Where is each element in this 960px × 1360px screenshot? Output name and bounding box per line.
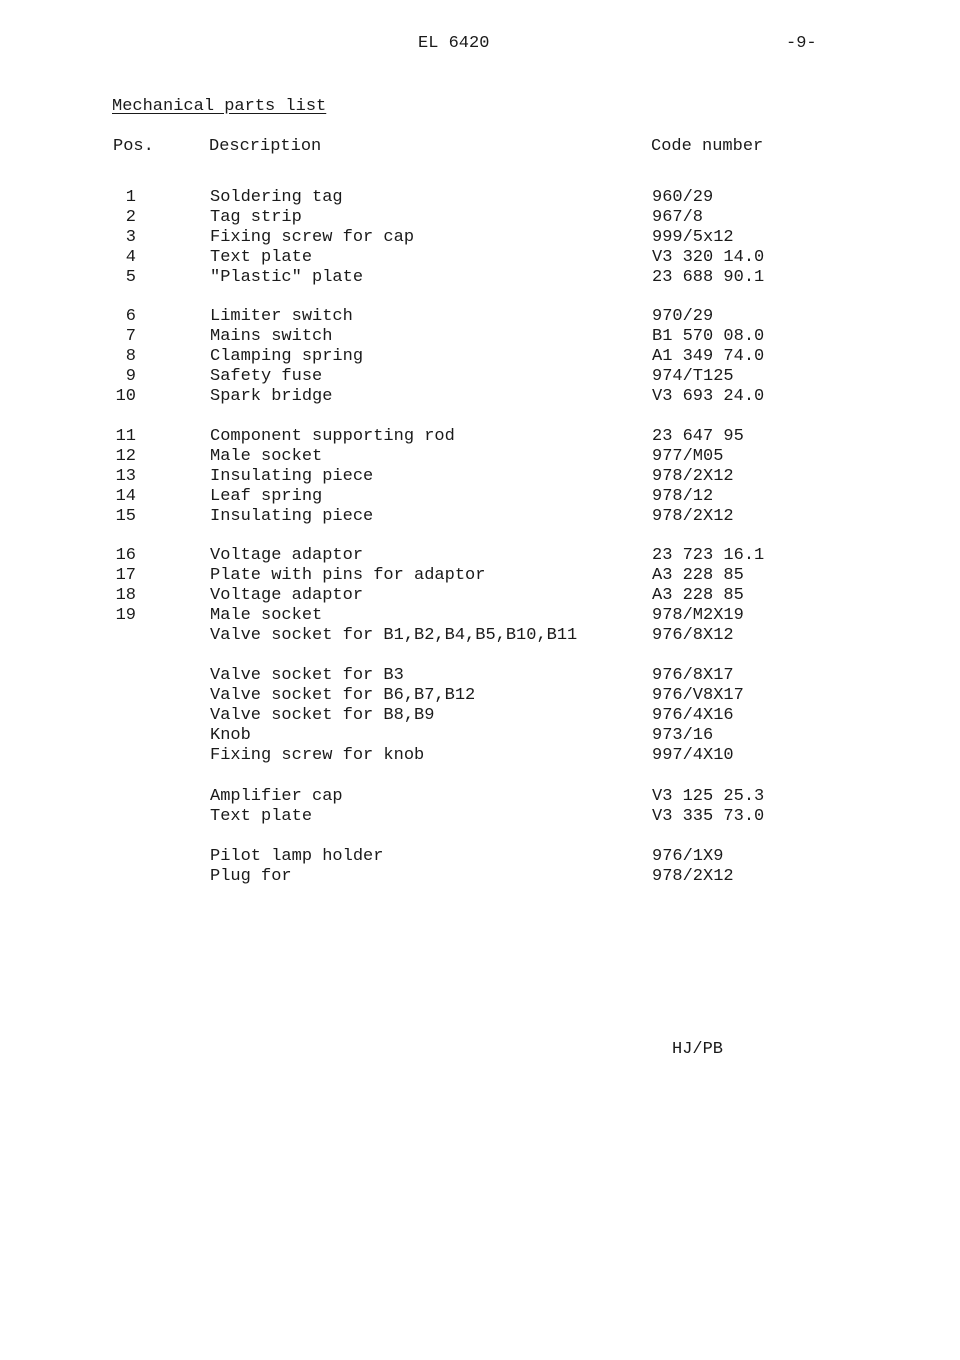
part-code: V3 320 14.0 [652, 248, 765, 267]
table-row [0, 248, 960, 268]
table-row [0, 787, 960, 807]
part-code: V3 335 73.0 [652, 807, 765, 826]
table-row [0, 507, 960, 527]
part-pos: 2 [125, 208, 136, 227]
part-description: Valve socket for B1,B2,B4,B5,B10,B11 [210, 626, 578, 645]
part-description: Male socket [210, 447, 323, 466]
part-code: V3 125 25.3 [652, 787, 765, 806]
table-row [0, 387, 960, 407]
table-row [0, 367, 960, 387]
table-row [0, 447, 960, 467]
part-code: 978/2X12 [652, 867, 734, 886]
part-pos: 14 [115, 487, 136, 506]
part-description: Fixing screw for cap [210, 228, 415, 247]
part-description: "Plastic" plate [210, 268, 364, 287]
column-header-pos: Pos. [113, 137, 154, 156]
part-code: B1 570 08.0 [652, 327, 765, 346]
table-row [0, 427, 960, 447]
part-description: Male socket [210, 606, 323, 625]
part-description: Component supporting rod [210, 427, 455, 446]
part-pos: 19 [115, 606, 136, 625]
part-pos: 3 [125, 228, 136, 247]
table-row [0, 307, 960, 327]
part-description: Voltage adaptor [210, 546, 364, 565]
part-description: Tag strip [210, 208, 302, 227]
table-row [0, 347, 960, 367]
part-description: Valve socket for B3 [210, 666, 404, 685]
table-row [0, 626, 960, 646]
table-row [0, 268, 960, 288]
table-row [0, 847, 960, 867]
table-row [0, 666, 960, 686]
table-row [0, 566, 960, 586]
part-description: Limiter switch [210, 307, 353, 326]
part-description: Soldering tag [210, 188, 343, 207]
table-row [0, 686, 960, 706]
part-code: 23 647 95 [652, 427, 744, 446]
part-code: A1 349 74.0 [652, 347, 765, 366]
part-code: 978/M2X19 [652, 606, 744, 625]
part-code: A3 228 85 [652, 586, 744, 605]
column-header-code: Code number [651, 137, 764, 156]
part-pos: 8 [125, 347, 136, 366]
part-description: Text plate [210, 807, 313, 826]
table-row [0, 706, 960, 726]
part-description: Voltage adaptor [210, 586, 364, 605]
part-description: Knob [210, 726, 251, 745]
table-row [0, 546, 960, 566]
part-pos: 13 [115, 467, 136, 486]
part-code: 978/2X12 [652, 467, 734, 486]
part-code: 970/29 [652, 307, 714, 326]
part-pos: 16 [115, 546, 136, 565]
part-code: 976/8X12 [652, 626, 734, 645]
part-pos: 17 [115, 566, 136, 585]
part-pos: 15 [115, 507, 136, 526]
table-row [0, 746, 960, 766]
part-description: Clamping spring [210, 347, 364, 366]
part-description: Insulating piece [210, 467, 374, 486]
part-code: 978/12 [652, 487, 714, 506]
table-row [0, 467, 960, 487]
part-description: Leaf spring [210, 487, 323, 506]
part-pos: 1 [125, 188, 136, 207]
table-row [0, 867, 960, 887]
part-code: 974/T125 [652, 367, 734, 386]
part-description: Text plate [210, 248, 313, 267]
part-description: Valve socket for B6,B7,B12 [210, 686, 476, 705]
part-pos: 10 [115, 387, 136, 406]
part-description: Plate with pins for adaptor [210, 566, 486, 585]
part-code: 23 688 90.1 [652, 268, 765, 287]
part-pos: 9 [125, 367, 136, 386]
part-code: 999/5x12 [652, 228, 734, 247]
table-row [0, 726, 960, 746]
part-pos: 5 [125, 268, 136, 287]
part-description: Pilot lamp holder [210, 847, 384, 866]
signoff-initials: HJ/PB [672, 1040, 724, 1059]
part-code: 23 723 16.1 [652, 546, 765, 565]
part-description: Amplifier cap [210, 787, 343, 806]
document-id: EL 6420 [418, 34, 490, 53]
part-pos: 4 [125, 248, 136, 267]
table-row [0, 606, 960, 626]
part-pos: 12 [115, 447, 136, 466]
part-pos: 7 [125, 327, 136, 346]
part-code: 967/8 [652, 208, 704, 227]
part-code: V3 693 24.0 [652, 387, 765, 406]
part-code: A3 228 85 [652, 566, 744, 585]
section-title: Mechanical parts list [112, 97, 327, 116]
part-description: Spark bridge [210, 387, 333, 406]
part-code: 997/4X10 [652, 746, 734, 765]
part-description: Insulating piece [210, 507, 374, 526]
table-row [0, 807, 960, 827]
table-row [0, 586, 960, 606]
part-code: 973/16 [652, 726, 714, 745]
part-pos: 18 [115, 586, 136, 605]
part-code: 976/8X17 [652, 666, 734, 685]
table-row [0, 487, 960, 507]
part-description: Valve socket for B8,B9 [210, 706, 435, 725]
part-description: Plug for [210, 867, 292, 886]
part-description: Mains switch [210, 327, 333, 346]
column-header-description: Description [209, 137, 322, 156]
part-code: 977/M05 [652, 447, 724, 466]
part-description: Fixing screw for knob [210, 746, 425, 765]
table-row [0, 228, 960, 248]
part-code: 976/1X9 [652, 847, 724, 866]
part-code: 978/2X12 [652, 507, 734, 526]
part-code: 960/29 [652, 188, 714, 207]
part-pos: 6 [125, 307, 136, 326]
table-row [0, 327, 960, 347]
table-row [0, 188, 960, 208]
part-code: 976/V8X17 [652, 686, 744, 705]
table-row [0, 208, 960, 228]
page-number: -9- [786, 34, 817, 53]
part-pos: 11 [115, 427, 136, 446]
part-description: Safety fuse [210, 367, 323, 386]
part-code: 976/4X16 [652, 706, 734, 725]
